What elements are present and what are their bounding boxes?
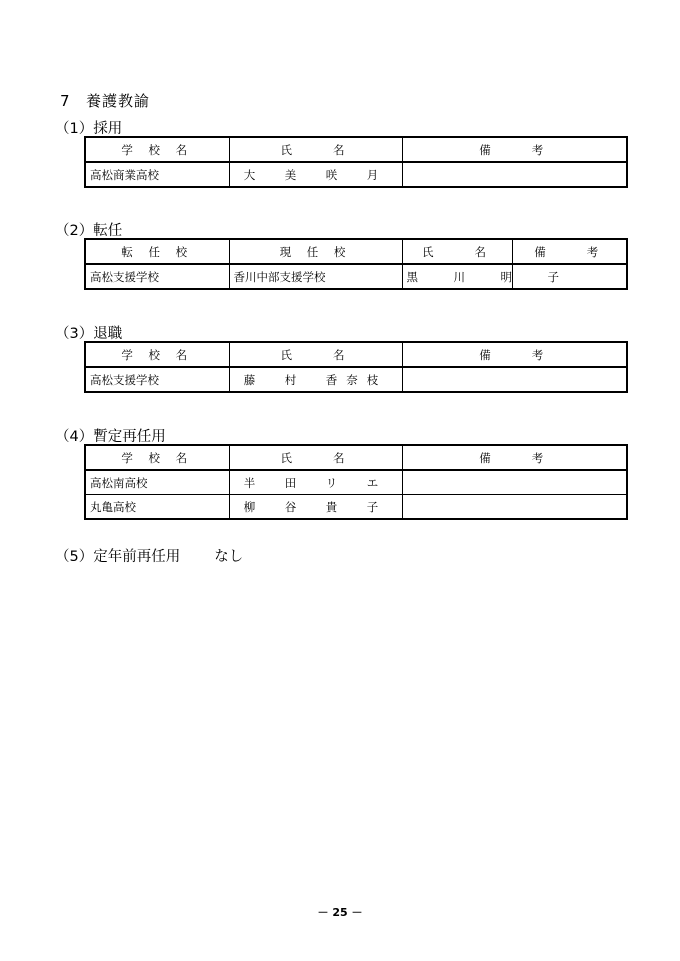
header-name: 氏 名 — [229, 445, 402, 470]
header-name: 氏 名 — [229, 342, 402, 367]
school-cell: 高松南高校 — [85, 470, 229, 495]
header-name: 氏 名 — [229, 137, 402, 162]
rehire-table — [84, 444, 628, 520]
table-row — [85, 162, 627, 187]
name-cell: 柳 谷 貴 子 — [229, 495, 402, 520]
pre-retirement-value: なし — [214, 549, 244, 565]
page-number: － 25 － — [317, 906, 363, 919]
hiring-table — [84, 136, 628, 188]
table-row — [85, 264, 627, 289]
to-school-cell: 高松支援学校 — [85, 264, 229, 289]
header-school: 学 校 名 — [85, 342, 229, 367]
header-note: 備 考 — [402, 137, 627, 162]
note-cell — [402, 162, 627, 187]
transfer-table — [84, 238, 628, 290]
note-cell — [402, 470, 627, 495]
header-name: 氏 名 — [402, 239, 512, 264]
note-cell — [402, 367, 627, 392]
name-cell: 大 美 咲 月 — [229, 162, 402, 187]
table-row — [85, 495, 627, 520]
header-school: 学 校 名 — [85, 137, 229, 162]
retirement-table — [84, 341, 628, 393]
section-number: 7 — [60, 92, 71, 110]
rehire-title: （4）暫定再任用 — [55, 429, 166, 445]
table-header-row — [85, 342, 627, 367]
table-header-row — [85, 445, 627, 470]
school-cell: 高松商業高校 — [85, 162, 229, 187]
pre-retirement-title: （5）定年前再任用 — [55, 549, 181, 565]
name-cell: 半 田 リ エ — [229, 470, 402, 495]
name-cell: 藤 村 香奈枝 — [229, 367, 402, 392]
from-school-cell: 香川中部支援学校 — [229, 264, 402, 289]
school-cell: 高松支援学校 — [85, 367, 229, 392]
name-cell: 黒 川 明 子 — [402, 264, 512, 289]
header-to-school: 転 任 校 — [85, 239, 229, 264]
table-header-row — [85, 137, 627, 162]
header-from-school: 現 任 校 — [229, 239, 402, 264]
pre-retirement-line — [55, 545, 243, 566]
table-header-row — [85, 239, 627, 264]
header-school: 学 校 名 — [85, 445, 229, 470]
retirement-title: （3）退職 — [55, 326, 123, 342]
table-row — [85, 367, 627, 392]
table-row — [85, 470, 627, 495]
school-cell: 丸亀高校 — [85, 495, 229, 520]
section-name: 養護教諭 — [86, 92, 151, 110]
transfer-title: （2）転任 — [55, 223, 123, 239]
hiring-title: （1）採用 — [55, 121, 123, 137]
header-note: 備 考 — [402, 445, 627, 470]
header-note: 備 考 — [402, 342, 627, 367]
note-cell — [402, 495, 627, 520]
section-title — [60, 90, 150, 111]
header-note: 備 考 — [512, 239, 627, 264]
